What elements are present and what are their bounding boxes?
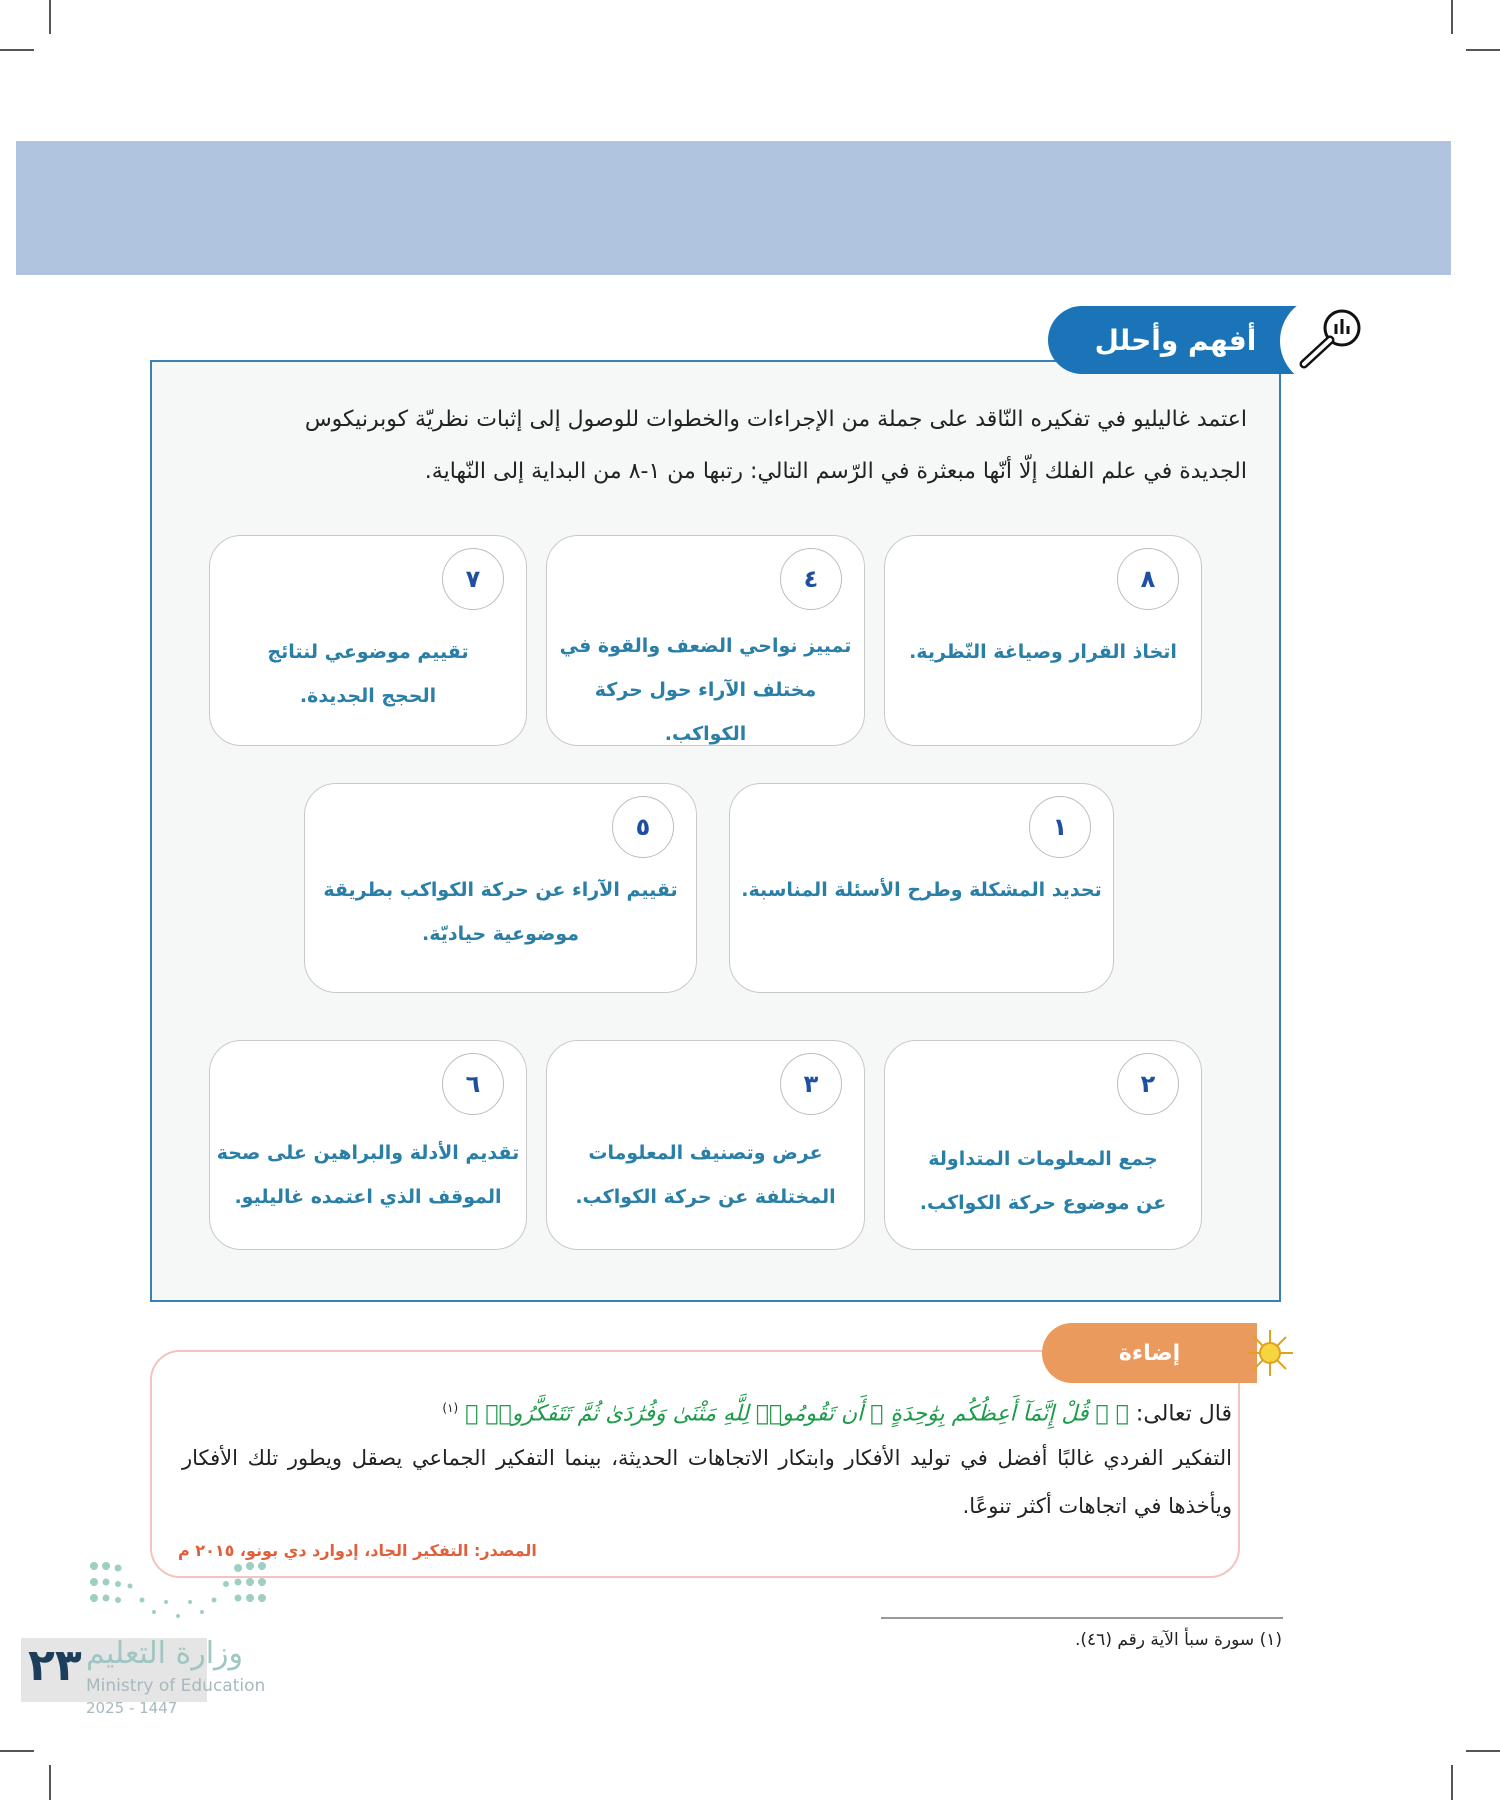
step-text: جمع المعلومات المتداولة عن موضوع حركة الكواكب. [919, 1148, 1167, 1214]
crop-mark [1451, 1765, 1453, 1800]
sun-icon [1246, 1328, 1294, 1378]
magnifier-chart-icon [1296, 306, 1366, 370]
ministry-logo-dots [88, 1560, 268, 1622]
spotlight-body: التفكير الفردي غالبًا أفضل في توليد الأفكار وابتكار الاتجاهات الحديثة، بينما التفكير الجماعي يصقل ويطور تلك الأفكار ويأخذها في اتجاهات أكثر تنوعًا. [182, 1446, 1232, 1518]
step-card [884, 1040, 1202, 1250]
step-card [729, 783, 1114, 993]
footnote-divider [881, 1617, 1283, 1619]
step-card [304, 783, 697, 993]
ministry-name-ar: وزارة التعليم [86, 1636, 244, 1671]
crop-mark [49, 0, 51, 34]
quran-text: ﴿ ۞ قُلْ إِنَّمَآ أَعِظُكُم بِوَٰحِدَةٍ ۖ أَن تَقُومُوا۟ لِلَّهِ مَثْنَىٰ وَفُرَٰدَىٰ ثُمَّ تَتَفَكَّرُوا۟ ﴾ [465, 1401, 1129, 1427]
step-text: تقديم الأدلة والبراهين على صحة الموقف الذي اعتمده غاليليو. [216, 1142, 520, 1208]
quran-verse [442, 1392, 1232, 1430]
step-number: ٦ [442, 1053, 504, 1115]
step-number: ٨ [1117, 548, 1179, 610]
step-number: ٤ [780, 548, 842, 610]
crop-mark [0, 49, 34, 51]
step-number: ٧ [442, 548, 504, 610]
step-text: اتخاذ القرار وصياغة النّظرية. [909, 641, 1177, 663]
intro-line: اعتمد غاليليو في تفكيره النّاقد على جملة من الإجراءات والخطوات للوصول إلى إثبات نظريّة كوبرنيكوس [304, 407, 1247, 432]
step-text: تمييز نواحي الضعف والقوة في مختلف الآراء حول حركة الكواكب. [559, 635, 852, 745]
step-card [209, 535, 527, 746]
crop-mark [1466, 1750, 1500, 1752]
step-number: ٢ [1117, 1053, 1179, 1115]
crop-mark [0, 1750, 34, 1752]
section-title: أفهم وأحلل [1048, 306, 1303, 374]
ministry-name-en: Ministry of Education [86, 1676, 266, 1696]
step-text: عرض وتصنيف المعلومات المختلفة عن حركة الكواكب. [575, 1142, 836, 1208]
step-card [209, 1040, 527, 1250]
crop-mark [49, 1765, 51, 1800]
step-text: تقييم الآراء عن حركة الكواكب بطريقة موضوعية حياديّة. [323, 879, 678, 945]
header-banner [16, 141, 1451, 275]
footnote: (١) سورة سبأ الآية رقم (٤٦). [1075, 1630, 1282, 1650]
step-card [546, 1040, 865, 1250]
step-number: ١ [1029, 796, 1091, 858]
step-text: تحديد المشكلة وطرح الأسئلة المناسبة. [741, 879, 1102, 901]
page-number: ٢٣ [28, 1640, 82, 1691]
spotlight-title: إضاءة [1042, 1323, 1257, 1383]
edition-year: 2025 - 1447 [86, 1699, 178, 1717]
crop-mark [1451, 0, 1453, 34]
step-text: تقييم موضوعي لنتائج الحجج الجديدة. [267, 641, 469, 707]
intro-text [217, 394, 1247, 498]
step-number: ٣ [780, 1053, 842, 1115]
footnote-ref: (١) [442, 1401, 459, 1415]
step-card [546, 535, 865, 746]
step-card [884, 535, 1202, 746]
step-number: ٥ [612, 796, 674, 858]
source-citation: المصدر: التفكير الجاد، إدوارد دي بونو، ٢٠١٥ م [178, 1541, 537, 1560]
crop-mark [1466, 49, 1500, 51]
intro-line: الجديدة في علم الفلك إلّا أنّها مبعثرة في الرّسم التالي: رتبها من ١-٨ من البداية إلى النّهاية. [424, 459, 1247, 484]
quran-intro: قال تعالى: [1135, 1401, 1232, 1427]
